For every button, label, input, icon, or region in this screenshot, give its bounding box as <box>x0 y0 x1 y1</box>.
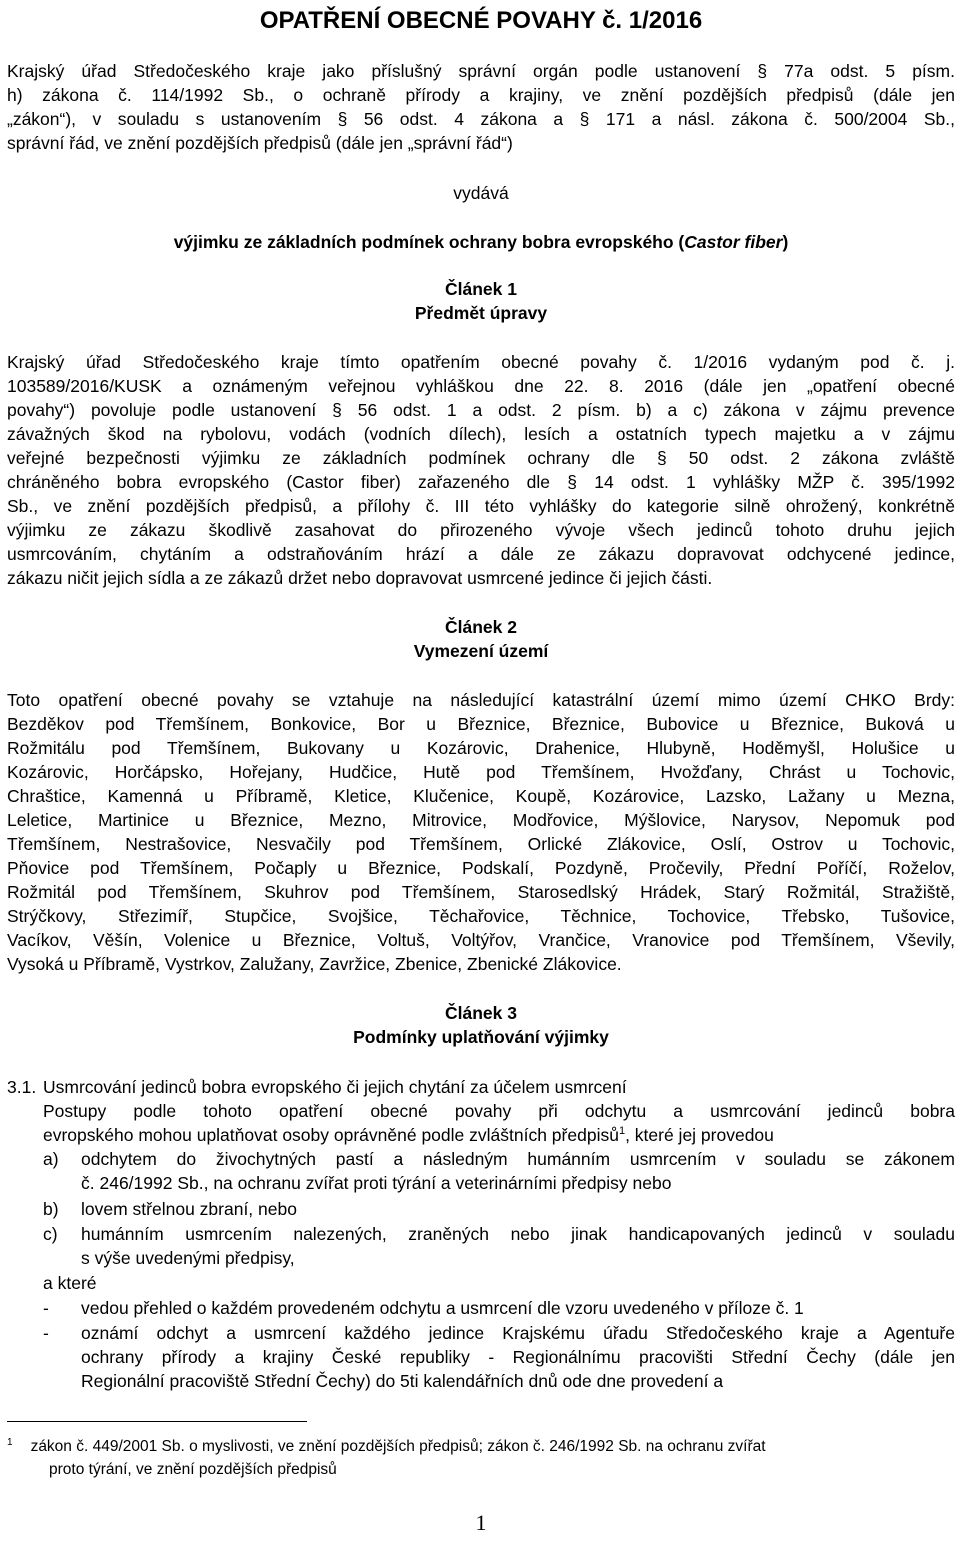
subject-post: ) <box>782 232 789 252</box>
subject-line <box>7 230 955 254</box>
art1-line: 103589/2016/KUSK a oznámeným veřejnou vyhláškou dne 22. 8. 2016 (dále jen „opatření obecné <box>7 376 955 396</box>
article-2-heading: Článek 2 <box>445 617 517 637</box>
and-which-text: a které <box>43 1273 97 1293</box>
art1-line: usmrcováním, chytáním a odstraňováním hrází a dále ze zákazu dopravovat odchycené jedince, <box>7 544 955 564</box>
intro-line: správní řád, ve znění pozdějších předpisů (dále jen „správní řád“) <box>7 133 513 153</box>
footnote-text: zákon č. 449/2001 Sb. o myslivosti, ve znění pozdějších předpisů; zákon č. 246/1992 Sb. na ochranu zvířat <box>30 1438 766 1455</box>
page-number: 1 <box>475 1510 487 1535</box>
article-1-heading: Článek 1 <box>445 279 517 299</box>
art2-line: Bezděkov pod Třemšínem, Bonkovice, Bor u Březnice, Březnice, Bubovice u Březnice, Buková u <box>7 714 955 734</box>
subject-pre: výjimku ze základních podmínek ochrany bobra evropského ( <box>173 232 685 252</box>
art2-line: Strýčkovy, Střezimíř, Stupčice, Svojšice, Těchařovice, Těchnice, Tochovice, Třebsko, Tušovice, <box>7 906 955 926</box>
dash-item-line: Regionální pracoviště Střední Čechy) do 5ti kalendářních dnů ode dne provedení a <box>81 1371 724 1391</box>
list-item-line: s výše uvedenými předpisy, <box>81 1248 295 1268</box>
art1-line: veřejné bezpečnosti výjimku ze základních podmínek ochrany dle § 50 odst. 2 zákona zvláště <box>7 448 955 468</box>
art2-line: Rožmitál pod Třemšínem, Skuhrov pod Třemšínem, Starosedlský Hrádek, Starý Rožmitál, Stražiště, <box>7 882 955 902</box>
list-marker: a) <box>43 1149 59 1169</box>
art1-line: závažných škod na rybolovu, vodách (vodních dílech), lesích a ostatních typech majetku a v zájmu <box>7 424 955 444</box>
art2-line: Chraštice, Kamenná u Příbramě, Kletice, Klučenice, Koupě, Kozárovice, Lazsko, Lažany u Mezna, <box>7 786 955 806</box>
dash-marker: - <box>43 1323 49 1343</box>
dash-marker: - <box>43 1298 49 1318</box>
dash-item-line: oznámí odchyt a usmrcení každého jedince Krajskému úřadu Středočeského kraje a Agentuře <box>81 1323 955 1343</box>
issues-word: vydává <box>453 183 509 203</box>
subject-italic: Castor fiber <box>684 232 783 252</box>
footnote-number: 1 <box>7 1436 13 1448</box>
art1-line: Sb., ve znění pozdějších předpisů, a přílohy č. III této vyhlášky do kategorie silně ohrožený, konkrétně <box>7 496 955 516</box>
section-title: Usmrcování jedinců bobra evropského či jejich chytání za účelem usmrcení <box>43 1077 627 1097</box>
para-text: , které jej provedou <box>625 1125 774 1145</box>
list-item-line: č. 246/1992 Sb., na ochranu zvířat proti týrání a veterinárními předpisy nebo <box>81 1173 672 1193</box>
art2-line: Rožmitálu pod Třemšínem, Bukovany u Kozárovic, Drahenice, Hlubyně, Hoděmyšl, Holušice u <box>7 738 955 758</box>
para-text: evropského mohou uplatňovat osoby oprávněné podle zvláštních předpisů <box>43 1125 619 1145</box>
list-item-line: odchytem do živochytných pastí a následným humánním usmrcením v souladu se zákonem <box>81 1149 955 1169</box>
art1-line: výjimku ze zákazu škodlivě zasahovat do přirozeného vývoje všech jedinců tohoto druhu jejich <box>7 520 955 540</box>
dash-item-line: vedou přehled o každém provedeném odchytu a usmrcení dle vzoru uvedeného v příloze č. 1 <box>81 1298 804 1318</box>
dash-item-line: ochrany přírody a krajiny České republiky - Regionálnímu pracovišti Střední Čechy (dále jen <box>81 1347 955 1367</box>
art2-line: Kozárovic, Horčápsko, Hořejany, Hudčice, Hutě pod Třemšínem, Hvožďany, Chrást u Tochovic, <box>7 762 955 782</box>
footnote-line <box>7 1436 955 1458</box>
intro-line: „zákon“), v souladu s ustanovením § 56 odst. 4 zákona a § 171 a násl. zákona č. 500/2004 Sb., <box>7 109 955 129</box>
art2-line: Pňovice pod Třemšínem, Počaply u Březnice, Podskalí, Pozdyně, Pročevily, Přední Poříčí, Roželov, <box>7 858 955 878</box>
article-2-subheading: Vymezení území <box>413 641 549 661</box>
footnote-ref: 1 <box>618 1125 626 1138</box>
list-marker: c) <box>43 1224 58 1244</box>
art2-line: Leletice, Martinice u Březnice, Mezno, Mitrovice, Modřovice, Mýšlovice, Narysov, Nepomuk pod <box>7 810 955 830</box>
list-marker: b) <box>43 1199 59 1219</box>
document-title: OPATŘENÍ OBECNÉ POVAHY č. 1/2016 <box>259 7 703 34</box>
art2-line: Třemšínem, Nestrašovice, Nesvačily pod Třemšínem, Orlické Zlákovice, Oslí, Ostrov u Tochovic, <box>7 834 955 854</box>
art2-line: Vacíkov, Věšín, Volenice u Březnice, Voltuš, Voltýřov, Vrančice, Vranovice pod Třemšínem, Vševily, <box>7 930 955 950</box>
article-3-heading: Článek 3 <box>445 1003 517 1023</box>
art1-line: Krajský úřad Středočeského kraje tímto opatřením obecné povahy č. 1/2016 vydaným pod č. j. <box>7 352 955 372</box>
article-1-subheading: Předmět úpravy <box>414 303 548 323</box>
intro-line: h) zákona č. 114/1992 Sb., o ochraně přírody a krajiny, ve znění pozdějších předpisů (dále jen <box>7 85 955 105</box>
list-item-line: humánním usmrcením nalezených, zraněných nebo jinak handicapovaných jedinců v souladu <box>81 1224 955 1244</box>
art1-line: chráněného bobra evropského (Castor fiber) zařazeného dle § 14 odst. 1 vyhlášky MŽP č. 395/1992 <box>7 472 955 492</box>
art2-line: Vysoká u Příbramě, Vystrkov, Zalužany, Zavržice, Zbenice, Zbenické Zlákovice. <box>7 954 622 974</box>
art2-line: Toto opatření obecné povahy se vztahuje na následující katastrální území mimo území CHKO Brdy: <box>7 690 955 710</box>
list-item-line: lovem střelnou zbraní, nebo <box>81 1199 297 1219</box>
footnote-separator <box>7 1421 307 1422</box>
art1-line: povahy“) povoluje podle ustanovení § 56 odst. 1 a odst. 2 písm. b) a c) zákona v zájmu prevence <box>7 400 955 420</box>
section-number: 3.1. <box>7 1077 37 1097</box>
article-3-subheading: Podmínky uplatňování výjimky <box>353 1027 609 1047</box>
footnote-line: proto týrání, ve znění pozdějších předpisů <box>49 1461 337 1478</box>
art1-line: zákazu ničit jejich sídla a ze zákazů držet nebo dopravovat usmrcené jedince či jejich části. <box>7 568 713 588</box>
art3-para-line: Postupy podle tohoto opatření obecné povahy při odchytu a usmrcování jedinců bobra <box>43 1101 955 1121</box>
intro-line: Krajský úřad Středočeského kraje jako příslušný správní orgán podle ustanovení § 77a odst. 5 písm. <box>7 61 955 81</box>
art3-para-line <box>43 1123 955 1147</box>
